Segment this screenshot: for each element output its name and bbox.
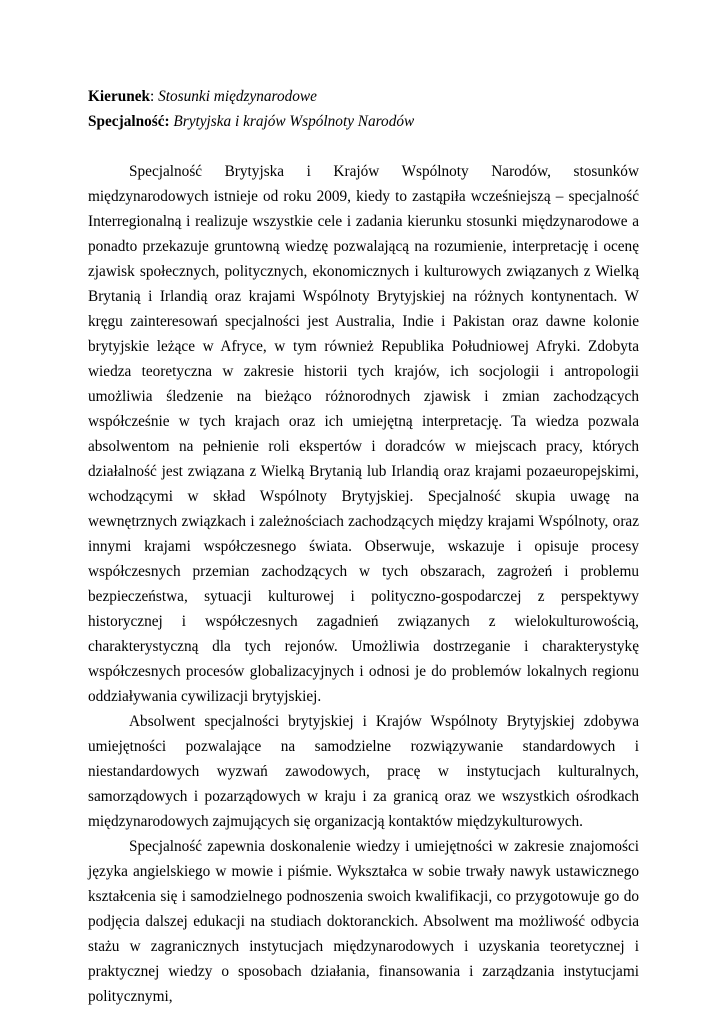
kierunek-line [88,84,639,109]
paragraph-2: Absolwent specjalności brytyjskiej i Krajów Wspólnoty Brytyjskiej zdobywa umiejętności pozwalające na samodzielne rozwiązywanie standardowych i niestandardowych wyzwań zawodowych, pracę w instytucjach kulturalnych, samorządowych i pozarządowych w kraju i za granicą oraz we wszystkich ośrodkach międzynarodowych zajmujących się organizacją kontaktów międzykulturowych. [88,713,639,830]
kierunek-value: Stosunki międzynarodowe [158,88,317,105]
kierunek-label: Kierunek [88,88,151,105]
heading-spacer [88,134,639,159]
specjalnosc-line [88,109,639,134]
paragraph-1: Specjalność Brytyjska i Krajów Wspólnoty Narodów, stosunków międzynarodowych istnieje od roku 2009, kiedy to zastąpiła wcześniejszą – specjalność Interregionalną i realizuje wszystkie cele i zadania kierunku stosunki międzynarodowe a ponadto przekazuje gruntowną wiedzę pozwalającą na rozumienie, interpretację i ocenę zjawisk społecznych, politycznych, ekonomicznych i kulturowych związanych z Wielką Brytanią i Irlandią oraz krajami Wspólnoty Brytyjskiej na różnych kontynentach. W kręgu zainteresowań specjalności jest Australia, Indie i Pakistan oraz dawne kolonie brytyjskie leżące w Afryce, w tym również Republika Południowej Afryki. Zdobyta wiedza teoretyczna w zakresie historii tych krajów, ich socjologii i antropologii umożliwia śledzenie na bieżąco różnorodnych zjawisk i zmian zachodzących współcześnie w tych krajach oraz ich umiejętną interpretację. Ta wiedza pozwala absolwentom na pełnienie roli ekspertów i doradców w miejscach pracy, których działalność jest związana z Wielką Brytanią lub Irlandią oraz krajami pozaeuropejskimi, wchodzącymi w skład Wspólnoty Brytyjskiej. Specjalność skupia uwagę na wewnętrznych związkach i zależnościach zachodzących między krajami Wspólnoty, oraz innymi krajami współczesnego świata. Obserwuje, wskazuje i opisuje procesy współczesnych przemian zachodzących w tych obszarach, zagrożeń i problemu bezpieczeństwa, sytuacji kulturowej i polityczno-gospodarczej z perspektywy historycznej i współczesnych zagadnień związanych z wielokulturowością, charakterystyczną dla tych rejonów. Umożliwia dostrzeganie i charakterystykę współczesnych procesów globalizacyjnych i odnosi je do problemów lokalnych regionu oddziaływania cywilizacji brytyjskiej. [88,163,639,705]
specjalnosc-value: Brytyjska i krajów Wspólnoty Narodów [173,113,415,130]
specjalnosc-label: Specjalność: [88,113,170,130]
kierunek-separator: : [150,88,159,105]
paragraph-3: Specjalność zapewnia doskonalenie wiedzy i umiejętności w zakresie znajomości języka angielskiego w mowie i piśmie. Wykształca w sobie trwały nawyk ustawicznego kształcenia się i samodzielnego podnoszenia swoich kwalifikacji, co przygotowuje go do podjęcia dalszej edukacji na studiach doktoranckich. Absolwent ma możliwość odbycia stażu w zagranicznych instytucjach międzynarodowych i uzyskania teoretycznej i praktycznej wiedzy o sposobach działania, finansowania i zarządzania instytucjami politycznymi, [88,838,639,1005]
